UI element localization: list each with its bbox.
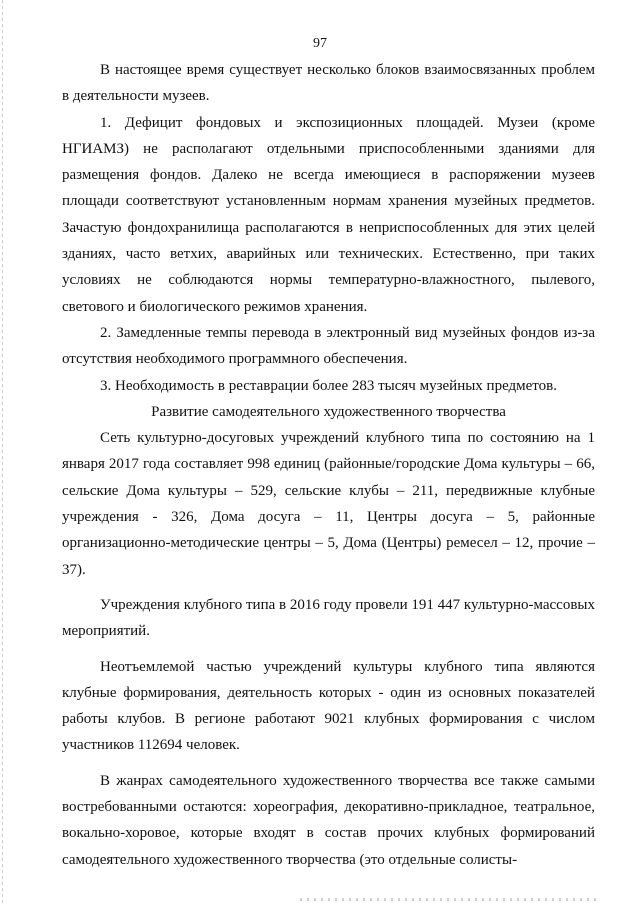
- problem-3-paragraph: 3. Необходимость в реставрации более 283 тысяч музейных предметов.: [100, 377, 558, 394]
- intro-paragraph: В настоящее время существует несколько блоков взаимосвязанных проблем в деятельности музеев.: [62, 62, 595, 105]
- section-heading: Развитие самодеятельного художественного творчества: [151, 403, 506, 420]
- scan-edge-mark: [2, 0, 3, 905]
- problem-2-paragraph: 2. Замедленные темпы перевода в электронный вид музейных фондов из-за отсутствия необходимого программного обеспечения.: [62, 324, 595, 368]
- scan-bottom-marks: [300, 898, 600, 901]
- genres-paragraph: В жанрах самодеятельного художественного творчества все также самыми востребованными остаются: хореография, декоративно-прикладное, театральное, вокально-хоровое, которые входят в состав прочих клубных формирований самодеятельного художественного творчества (это отдельные солисты-: [62, 772, 595, 868]
- network-paragraph: Сеть культурно-досуговых учреждений клубного типа по состоянию на 1 января 2017 года составляет 998 единиц (районные/городские Дома культуры – 66, сельские Дома культуры – 529, сельские клубы – 211, передвижные клубные учреждения - 326, Дома досуга – 11, Центры досуга – 5, районные организационно-методические центры – 5, Дома (Центры) ремесел – 12, прочие – 37).: [62, 430, 595, 578]
- events-paragraph: Учреждения клубного типа в 2016 году провели 191 447 культурно-массовых мероприятий.: [62, 596, 595, 640]
- problem-1-paragraph: 1. Дефицит фондовых и экспозиционных площадей. Музеи (кроме НГИАМЗ) не располагают отдельными приспособленными зданиями для размещения фондов. Далеко не всегда имеющиеся в распоряжении музеев площади соответствуют установленным нормам хранения музейных предметов. Зачастую фондохранилища располагаются в неприспособленных для этих целей зданиях, часто ветхих, аварийных или технических. Естественно, при таких условиях не соблюдаются нормы температурно-влажностного, пылевого, светового и биологического режимов хранения.: [62, 114, 595, 315]
- page-number: 97: [313, 36, 327, 51]
- formations-paragraph: Неотъемлемой частью учреждений культуры клубного типа являются клубные формирования, деятельность которых - один из основных показателей работы клубов. В регионе работают 9021 клубных формирования с числом участников 112694 человек.: [62, 658, 595, 754]
- page-body: [62, 57, 595, 873]
